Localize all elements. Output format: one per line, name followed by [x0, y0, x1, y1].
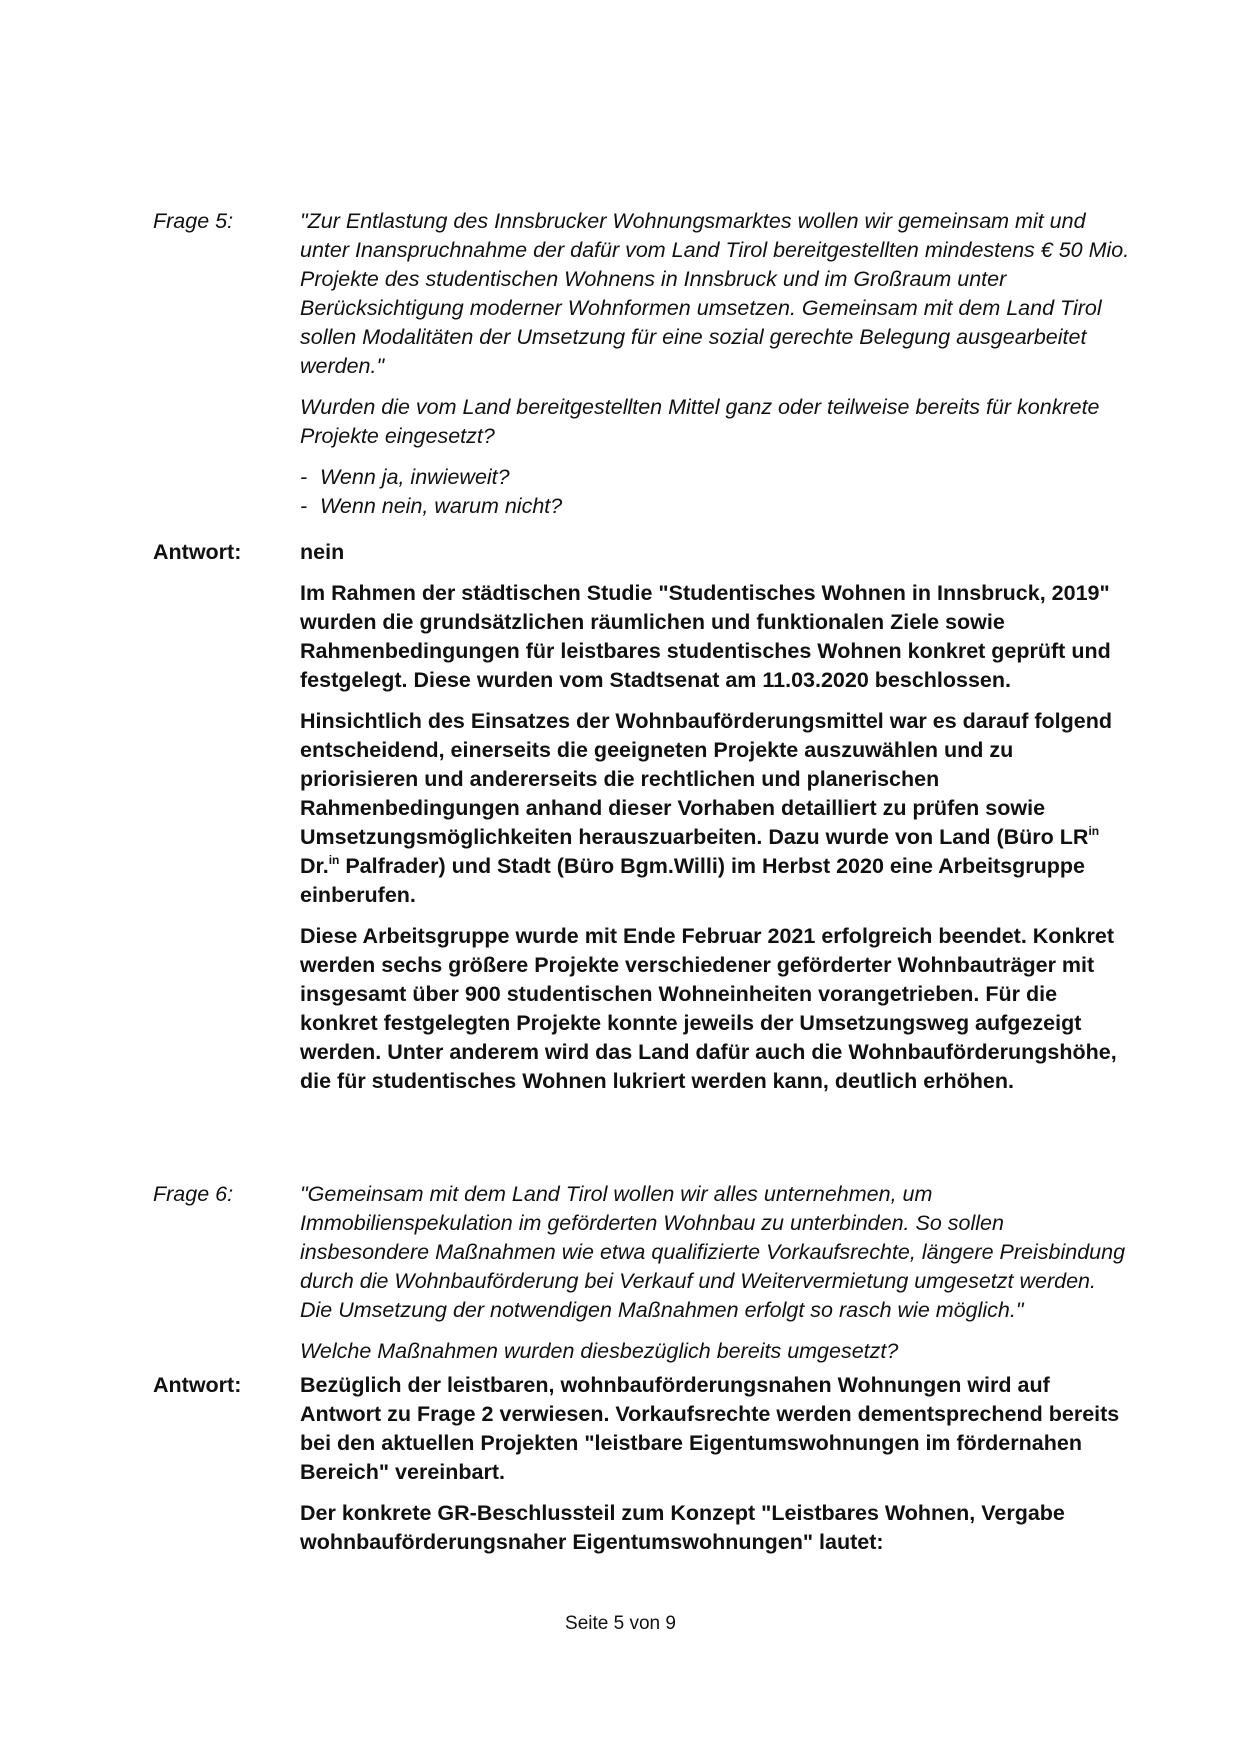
question-5-quote: "Zur Entlastung des Innsbrucker Wohnungsmarktes wollen wir gemeinsam mit und unter Inanspruchnahme der dafür vom Land Tirol bereitgestellten mindestens € 50 Mio. Projekte des studentischen Wohnens in Innsbruck und im Großraum unter Berücksichtigung moderner Wohnformen umsetzen. Gemeinsam mit dem Land Tirol sollen Modalitäten der Umsetzung für eine sozial gerechte Belegung ausgearbeitet werden." — [300, 209, 1130, 378]
question-5-content — [300, 207, 1133, 521]
answer-6-content — [300, 1371, 1133, 1569]
answer-6-block — [153, 1371, 1133, 1569]
answer-5-block — [153, 538, 1133, 1108]
question-5-bullets — [300, 463, 1133, 521]
question-6-quote: "Gemeinsam mit dem Land Tirol wollen wir alles unternehmen, um Immobilienspekulation im geförderten Wohnbau zu unterbinden. So sollen insbesondere Maßnahmen wie etwa qualifizierte Vorkaufsrechte, längere Preisbindung durch die Wohnbauförderung bei Verkauf und Weitervermietung umgesetzt werden. Die Umsetzung der notwendigen Maßnahmen erfolgt so rasch wie möglich." — [300, 1182, 1126, 1322]
list-item: - Wenn ja, inwieweit? — [300, 465, 510, 489]
answer-6-paragraph-2: Der konkrete GR-Beschlussteil zum Konzept "Leistbares Wohnen, Vergabe wohnbauförderungsnaher Eigentumswohnungen" lautet: — [300, 1501, 1065, 1554]
answer-6-paragraph-1: Bezüglich der leistbaren, wohnbauförderungsnahen Wohnungen wird auf Antwort zu Frage 2 verwiesen. Vorkaufsrechte werden dementsprechend bereits bei den aktuellen Projekten "leistbare Eigentumswohnungen im fördernahen Bereich" vereinbart. — [300, 1373, 1120, 1484]
question-6-content — [300, 1180, 1133, 1378]
question-6-block — [153, 1180, 1133, 1378]
answer-5-paragraph-1: Im Rahmen der städtischen Studie "Studentisches Wohnen in Innsbruck, 2019" wurden die grundsätzlichen räumlichen und funktionalen Ziele sowie Rahmenbedingungen für leistbares studentisches Wohnen konkret geprüft und festgelegt. Diese wurden vom Stadtsenat am 11.03.2020 beschlossen. — [300, 581, 1111, 692]
answer-5-short: nein — [300, 540, 345, 564]
list-item: - Wenn nein, warum nicht? — [300, 494, 563, 518]
answer-5-content — [300, 538, 1133, 1108]
answer-6-label: Antwort: — [153, 1373, 242, 1397]
question-5-label: Frage 5: — [153, 209, 234, 233]
question-6-question: Welche Maßnahmen wurden diesbezüglich bereits umgesetzt? — [300, 1339, 899, 1363]
answer-5-paragraph-3: Diese Arbeitsgruppe wurde mit Ende Februar 2021 erfolgreich beendet. Konkret werden sechs größere Projekte verschiedener geförderter Wohnbauträger mit insgesamt über 900 studentischen Wohneinheiten vorangetrieben. Für die konkret festgelegten Projekte konnte jeweils der Umsetzungsweg aufgezeigt werden. Unter anderem wird das Land dafür auch die Wohnbauförderungshöhe, die für studentisches Wohnen lukriert werden kann, deutlich erhöhen. — [300, 924, 1117, 1093]
question-5-question: Wurden die vom Land bereitgestellten Mittel ganz oder teilweise bereits für konkrete Projekte eingesetzt? — [300, 395, 1100, 448]
answer-5-paragraph-2: Hinsichtlich des Einsatzes der Wohnbauförderungsmittel war es darauf folgend entscheidend, einerseits die geeigneten Projekte auszuwählen und zu priorisieren und andererseits die rechtlichen und planerischen Rahmenbedingungen anhand dieser Vorhaben detailliert zu prüfen sowie Umsetzungsmöglichkeiten herauszuarbeiten. Dazu wurde von Land (Büro $LR^{in}$ Dr.$^{in}$ Palfrader) und Stadt (Büro Bgm.Willi) im Herbst 2020 eine Arbeitsgruppe einberufen. — [300, 709, 1112, 907]
question-6-label: Frage 6: — [153, 1182, 234, 1206]
page-number: Seite 5 von 9 — [565, 1613, 676, 1634]
answer-5-label: Antwort: — [153, 540, 242, 564]
question-5-block — [153, 207, 1133, 521]
